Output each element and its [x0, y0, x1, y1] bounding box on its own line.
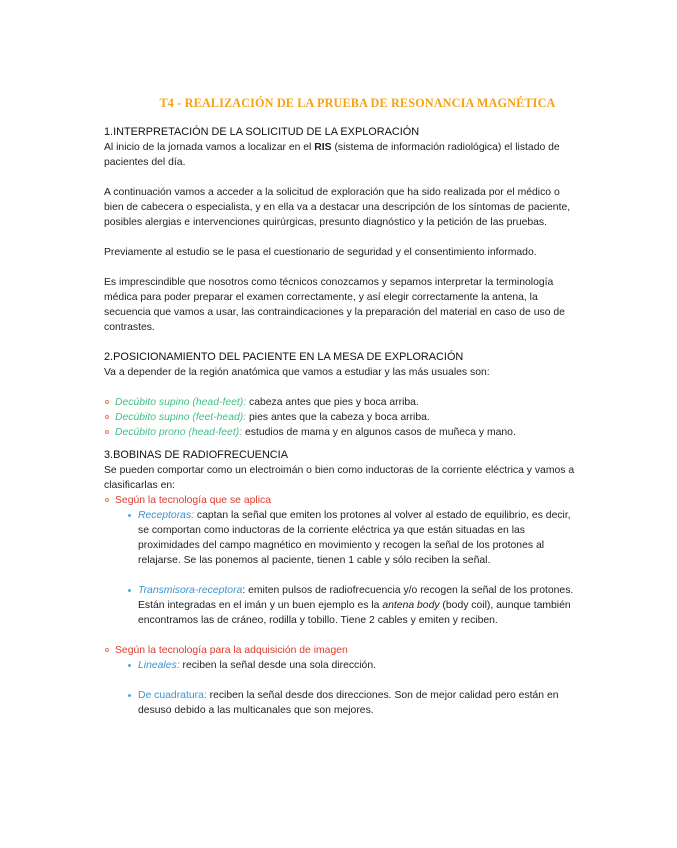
position-item	[104, 395, 617, 410]
coil-lineales	[104, 658, 617, 673]
position-text: pies antes que la cabeza y boca arriba.	[246, 412, 430, 423]
coil-transmisora-receptora	[104, 583, 617, 628]
s1-paragraph-1	[104, 140, 617, 170]
text: A continuación vamos a acceder a la solicitud de exploración que ha sido realizada por el médico o	[104, 187, 560, 198]
coil-label: De cuadratura:	[138, 690, 207, 701]
section-3-heading: 3.BOBINAS DE RADIOFRECUENCIA	[104, 449, 288, 461]
s3-intro	[104, 463, 617, 493]
position-text: estudios de mama y en algunos casos de muñeca y mano.	[242, 427, 516, 438]
text: médica para poder preparar el examen correctamente, y así elegir correctamente la antena, la	[104, 292, 538, 303]
coil-cuadratura	[104, 688, 617, 718]
position-item	[104, 410, 617, 425]
position-label: Decúbito supino (head-feet):	[115, 397, 247, 408]
position-label: Decúbito prono (head-feet):	[115, 427, 243, 438]
category-2: Según la tecnología para la adquisición de imagen	[104, 643, 617, 658]
text: Es imprescindible que nosotros como técnicos conozcamos y sepamos interpretar la terminología	[104, 277, 554, 288]
text: pacientes del día.	[104, 157, 186, 168]
antena-body-term: antena body	[382, 600, 440, 611]
position-label: Decúbito supino (feet-head):	[115, 412, 247, 423]
s1-paragraph-3: Previamente al estudio se le pasa el cuestionario de seguridad y el consentimiento informado.	[104, 247, 537, 258]
text: se comportan como inductoras de la corriente eléctrica ya que están situadas en las	[138, 525, 525, 536]
text: bien de cabecera o especialista, y en ella va a destacar una descripción de los síntomas de paciente,	[104, 202, 571, 213]
category-1: Según la tecnología que se aplica	[104, 493, 617, 508]
position-item	[104, 425, 617, 440]
s1-paragraph-4	[104, 275, 617, 335]
text: proximidades del campo magnético en movimiento y recogen la señal de los protones al	[138, 540, 545, 551]
text: (body coil), aunque también	[439, 600, 571, 611]
text: relajarse. Se las ponemos al paciente, tienen 1 cable y sólo reciben la señal.	[138, 555, 491, 566]
text: Están integradas en el imán y un buen ejemplo es la	[138, 600, 383, 611]
text: reciben la señal desde dos direcciones. Son de mejor calidad pero están en	[206, 690, 559, 701]
text: (sistema de información radiológica) el listado de	[331, 142, 560, 153]
text: encontramos las de cráneo, rodilla y tobillo. Tiene 2 cables y emiten y reciben.	[138, 615, 498, 626]
ris-term: RIS	[314, 142, 332, 153]
text: contrastes.	[104, 322, 155, 333]
section-1-heading: 1.INTERPRETACIÓN DE LA SOLICITUD DE LA EXPLORACIÓN	[104, 126, 420, 138]
text: reciben la señal desde una sola dirección.	[179, 660, 376, 671]
coil-label: Transmisora-receptora	[138, 585, 243, 596]
text: Al inicio de la jornada vamos a localizar en el	[104, 142, 315, 153]
coil-label: Receptoras:	[138, 510, 195, 521]
position-text: cabeza antes que pies y boca arriba.	[246, 397, 419, 408]
text: clasificarlas en:	[104, 480, 176, 491]
coil-label: Lineales:	[138, 660, 180, 671]
text: secuencia que vamos a usar, las contraindicaciones y la preparación del material en caso de uso de	[104, 307, 565, 318]
document-title: T4 - REALIZACIÓN DE LA PRUEBA DE RESONANCIA MAGNÉTICA	[159, 96, 556, 110]
text: posibles alergias e intervenciones quirúrgicas, presunto diagnóstico y la petición de las pruebas.	[104, 217, 548, 228]
s2-intro: Va a depender de la región anatómica que vamos a estudiar y las más usuales son:	[104, 367, 490, 378]
coil-receptoras	[104, 508, 617, 568]
text: desuso debido a las multicanales que son mejores.	[138, 705, 374, 716]
section-2-heading: 2.POSICIONAMIENTO DEL PACIENTE EN LA MESA DE EXPLORACIÓN	[104, 351, 464, 363]
text: : emiten pulsos de radiofrecuencia y/o recogen la señal de los protones.	[242, 585, 574, 596]
s1-paragraph-2	[104, 185, 617, 230]
text: captan la señal que emiten los protones al volver al estado de equilibrio, es decir,	[194, 510, 571, 521]
text: Se pueden comportar como un electroimán o bien como inductoras de la corriente eléctrica y vamos a	[104, 465, 575, 476]
